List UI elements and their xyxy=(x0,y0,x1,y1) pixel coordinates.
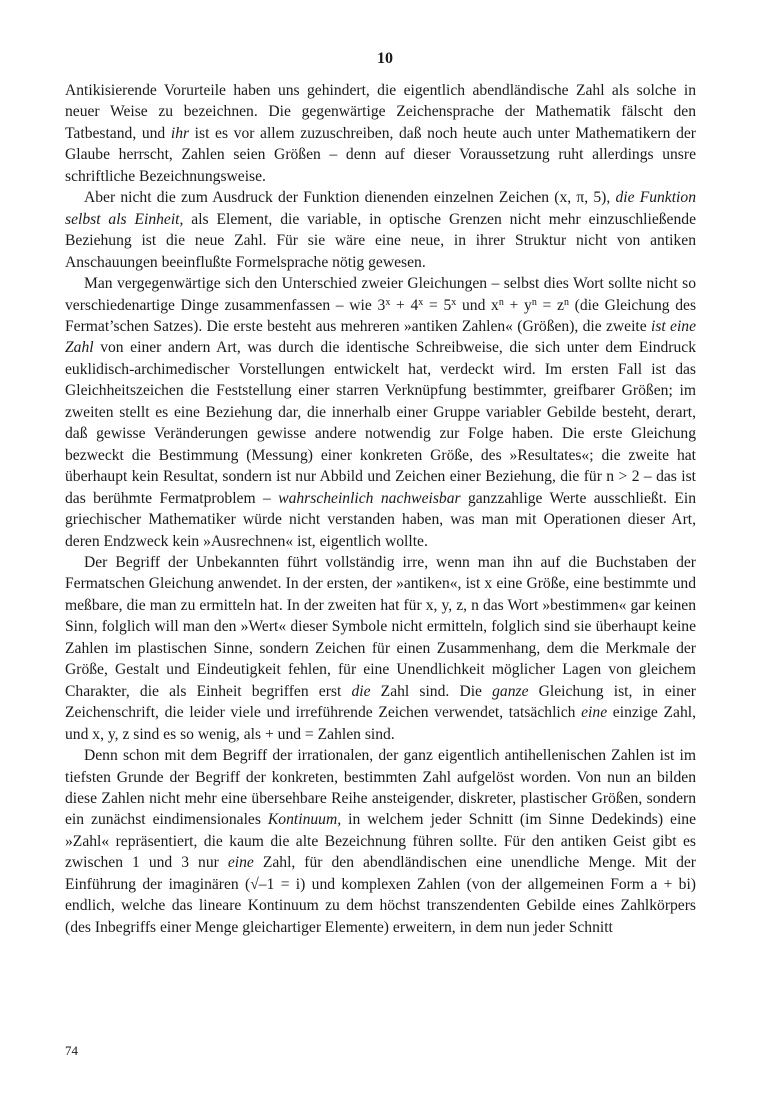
text-run: Man vergegenwärtige sich den Unterschied zweier Gleichungen – selbst dies Wort sollte nicht so verschiedenartige Dinge zusammenfassen – wie 3 xyxy=(65,275,696,314)
text-run: Gleichung ist, in einer Zeichenschrift, die leider viele und irreführende Zeichen verwendet, tatsächlich xyxy=(65,682,696,722)
text-run: = z xyxy=(536,296,564,314)
text-run: = 5 xyxy=(423,296,452,314)
superscript: x xyxy=(418,296,424,308)
page-footer-number: 74 xyxy=(65,1043,78,1058)
text-run: + y xyxy=(503,296,532,314)
text-run: einzige Zahl, und x, y, z sind es so wenig, als + und = Zahlen sind. xyxy=(65,704,696,743)
text-run: Der Begriff der Unbekannten führt vollständig irre, wenn man ihn auf die Buchstaben der Fermatschen Gleichung anwendet. In der ersten, der »antiken«, ist x eine Größe, eine bestimmte und meßbare, die man zu ermitteln hat. In der zweiten hat für x, y, z, n das Wort »bestimmen« gar keinen Sinn, folglich will man den »Wert« dieser Symbole nicht ermitteln, folglich sind sie überhaupt keine Zahlen im plastischen Sinne, sondern Zeichen für einen Zusammenhang, dem die Merkmale der Größe, Gestalt und Eindeutigkeit fehlen, für eine Unendlichkeit möglicher Lagen von gleichem Charakter, die als Einheit begriffen erst xyxy=(65,553,696,700)
superscript: n xyxy=(531,296,537,308)
italic-text: ist eine Zahl xyxy=(65,317,696,357)
text-run: als Element, die variable, in optische Grenzen nicht mehr einzuschließende Beziehung ist die neue Zahl. Für sie wäre eine neue, in ihrer Struktur nicht von antiken Anschauungen beeinflußte Formelsprache nötig gewesen. xyxy=(65,210,696,271)
superscript: n xyxy=(498,296,504,308)
italic-text: ganze xyxy=(492,682,529,700)
italic-text: Kontinuum, xyxy=(267,811,342,829)
italic-text: wahrscheinlich nachweisbar xyxy=(278,489,461,507)
page-header-number: 10 xyxy=(377,50,393,67)
italic-text: eine xyxy=(227,854,254,872)
paragraph xyxy=(65,552,696,745)
text-run: Aber nicht die zum Ausdruck der Funktion dienenden einzelnen Zeichen (x, π, 5), xyxy=(84,189,616,207)
text-run: in welchem jeder Schnitt (im Sinne Dedekinds) eine »Zahl« repräsentiert, die kaum die alte Bezeichnung führen sollte. Für den antiken Geist gibt es zwischen 1 und 3 nur xyxy=(65,811,696,872)
superscript: n xyxy=(563,296,569,308)
text-run: (die Gleichung des Fermat’schen Satzes). Die erste besteht aus mehreren »antiken Zahlen« (Größen), die zweite xyxy=(65,296,697,335)
text-run: von einer andern Art, was durch die identische Schreibweise, die sich unter dem Eindruck euklidisch-archimedischer Vorstellungen entwickelt hat, verdeckt wird. Im ersten Fall ist das Gleichheitszeichen die Feststellung einer starren Verknüpfung bestimmter, greifbarer Größen; im zweiten stellt es eine Beziehung dar, die innerhalb einer Gruppe variabler Gebilde besteht, derart, daß gewisse Veränderungen gewisse andere notwendig zur Folge haben. Die erste Gleichung bezweckt die Bestimmung (Messung) einer konkreten Größe, des »Resultates«; die zweite hat überhaupt kein Resultat, sondern ist nur Abbild und Zeichen einer Beziehung, die für n > 2 – das ist das berühmte Fermatproblem – xyxy=(65,339,696,507)
paragraph xyxy=(65,187,696,273)
italic-text: ihr xyxy=(170,124,190,142)
italic-text: eine xyxy=(581,704,608,722)
text-run: Antikisierende Vorurteile haben uns gehindert, die eigentlich abendländische Zahl als solche in neuer Weise zu bezeichnen. Die gegenwärtige Zeichensprache der Mathematik fälscht den Tatbestand, und xyxy=(65,82,696,142)
italic-text: die xyxy=(351,682,371,700)
text-run: Denn schon mit dem Begriff der irrationalen, der ganz eigentlich antihellenischen Zahlen ist im tiefsten Grunde der Begriff der konkreten, bestimmten Zahl aufgelöst worden. Von nun an bilden diese Zahlen nicht mehr eine übersehbare Reihe ansteigender, diskreter, plastischer Größen, sondern ein zunächst eindimensionales xyxy=(65,747,696,829)
paragraph xyxy=(65,745,696,938)
body-text xyxy=(65,80,696,938)
text-run: ganzzahlige Werte ausschließt. Ein griechischer Mathematiker würde nicht verstanden haben, was man mit Operationen dieser Art, deren Endzweck kein »Ausrechnen« ist, eigentlich wollte. xyxy=(65,489,696,550)
paragraph xyxy=(65,273,696,552)
superscript: x xyxy=(385,296,391,308)
text-run: Zahl sind. Die xyxy=(370,682,493,700)
paragraph xyxy=(65,80,696,187)
italic-text: die Funktion selbst als Einheit, xyxy=(65,189,696,228)
text-run: + 4 xyxy=(390,296,419,314)
text-run: ist es vor allem zuzuschreiben, daß noch heute auch unter Mathematikern der Glaube herrscht, Zahlen seien Größen – denn auf dieser Voraussetzung ruht allerdings unsre schriftliche Bezeichnungsweise. xyxy=(65,124,696,185)
text-run: Zahl, für den abendländischen eine unendliche Menge. Mit der Einführung der imaginären (√–1 = i) und komplexen Zahlen (von der allgemeinen Form a + bi) endlich, welche das lineare Kontinuum zu dem höchst transzendenten Gebilde eines Zahlkörpers (des Inbegriffs einer Menge gleichartiger Elemente) erweitern, in dem nun jeder Schnitt xyxy=(65,854,696,936)
text-run: und x xyxy=(456,296,499,314)
superscript: x xyxy=(451,296,457,308)
